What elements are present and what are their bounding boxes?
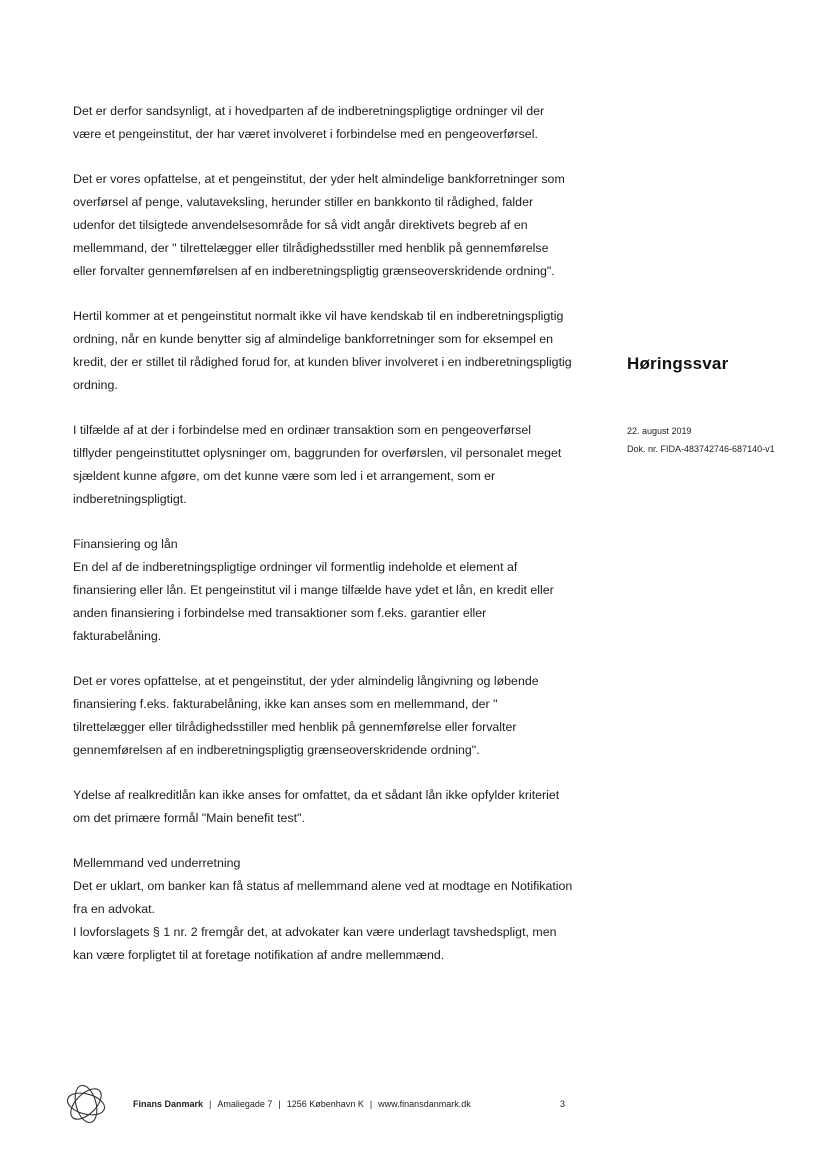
page-number: 3 bbox=[560, 1099, 566, 1109]
footer-website-link[interactable]: www.finansdanmark.dk bbox=[378, 1099, 471, 1109]
paragraph-8: Det er uklart, om banker kan få status af mellemmand alene ved at modtage en Notifikation fra en advokat. bbox=[73, 879, 573, 916]
paragraph-4: I tilfælde af at der i forbindelse med en ordinær transaktion som en pengeoverførsel tilflyder pengeinstituttet oplysninger om, baggrunden for overførslen, vil personalet meget sjældent kunne afgøre, om det kunne være som led i et arrangement, som er indberetningspligtigt. bbox=[73, 423, 562, 506]
footer-address: Amaliegade 7 bbox=[217, 1099, 273, 1109]
section-heading-financing: Finansiering og lån bbox=[73, 537, 178, 551]
main-text-column bbox=[73, 100, 573, 967]
section-heading-intermediary: Mellemmand ved underretning bbox=[73, 856, 241, 870]
paragraph-6: Det er vores opfattelse, at et pengeinstitut, der yder almindelig långivning og løbende finansiering f.eks. fakturabelåning, ikke kan anses som en mellemmand, der " tilrettelægger eller tilrådighedsstiller med henblik på gennemførelse eller forvalter gennemførelsen af en indberetningspligtig grænseoverskridende ordning". bbox=[73, 674, 539, 757]
paragraph-3: Hertil kommer at et pengeinstitut normalt ikke vil have kendskab til en indberetningspligtig ordning, når en kunde benytter sig af almindelige bankforretninger som for eksempel en kredit, der er stillet til rådighed forud for, at kunden bliver involveret i en indberetningspligtig ordning. bbox=[73, 309, 572, 392]
sidebar-title: Høringssvar bbox=[627, 354, 729, 373]
paragraph-5: En del af de indberetningspligtige ordninger vil formentlig indeholde et element af finansiering eller lån. Et pengeinstitut vil i mange tilfælde have ydet et lån, en kredit eller anden finansiering i forbindelse med transaktioner som f.eks. garantier eller fakturabelåning. bbox=[73, 560, 554, 643]
page-footer bbox=[62, 1080, 582, 1130]
paragraph-9: I lovforslagets § 1 nr. 2 fremgår det, at advokater kan være underlagt tavshedspligt, men kan være forpligtet til at foretage notifikation af andre mellemmænd. bbox=[73, 925, 557, 962]
sidebar bbox=[627, 354, 817, 458]
paragraph-1: Det er derfor sandsynligt, at i hovedparten af de indberetningspligtige ordninger vil der være et pengeinstitut, der har været involveret i forbindelse med en pengeoverførsel. bbox=[73, 104, 545, 141]
footer-address-line bbox=[133, 1097, 471, 1111]
footer-postal: 1256 København K bbox=[286, 1099, 364, 1109]
footer-separator: | bbox=[369, 1099, 373, 1109]
document-date: 22. august 2019 bbox=[627, 426, 692, 436]
footer-separator: | bbox=[278, 1099, 281, 1109]
footer-brand: Finans Danmark bbox=[133, 1099, 204, 1109]
paragraph-7: Ydelse af realkreditlån kan ikke anses for omfattet, da et sådant lån ikke opfylder kriteriet om det primære formål "Main benefit test". bbox=[73, 788, 560, 825]
paragraph-2: Det er vores opfattelse, at et pengeinstitut, der yder helt almindelige bankforretninger som overførsel af penge, valutaveksling, herunder stiller en bankkonto til rådighed, falder udenfor det tilsigtede anvendelsesområde for så vidt angår direktivets begreb af en mellemmand, der " tilrettelægger eller tilrådighedsstiller med henblik på gennemførelse eller forvalter gennemførelsen af en indberetningspligtig grænseoverskridende ordning". bbox=[73, 172, 565, 278]
footer-separator: | bbox=[209, 1099, 212, 1109]
finans-danmark-logo-icon bbox=[62, 1080, 110, 1128]
document-number: Dok. nr. FIDA-483742746-687140-v1 bbox=[627, 444, 775, 454]
